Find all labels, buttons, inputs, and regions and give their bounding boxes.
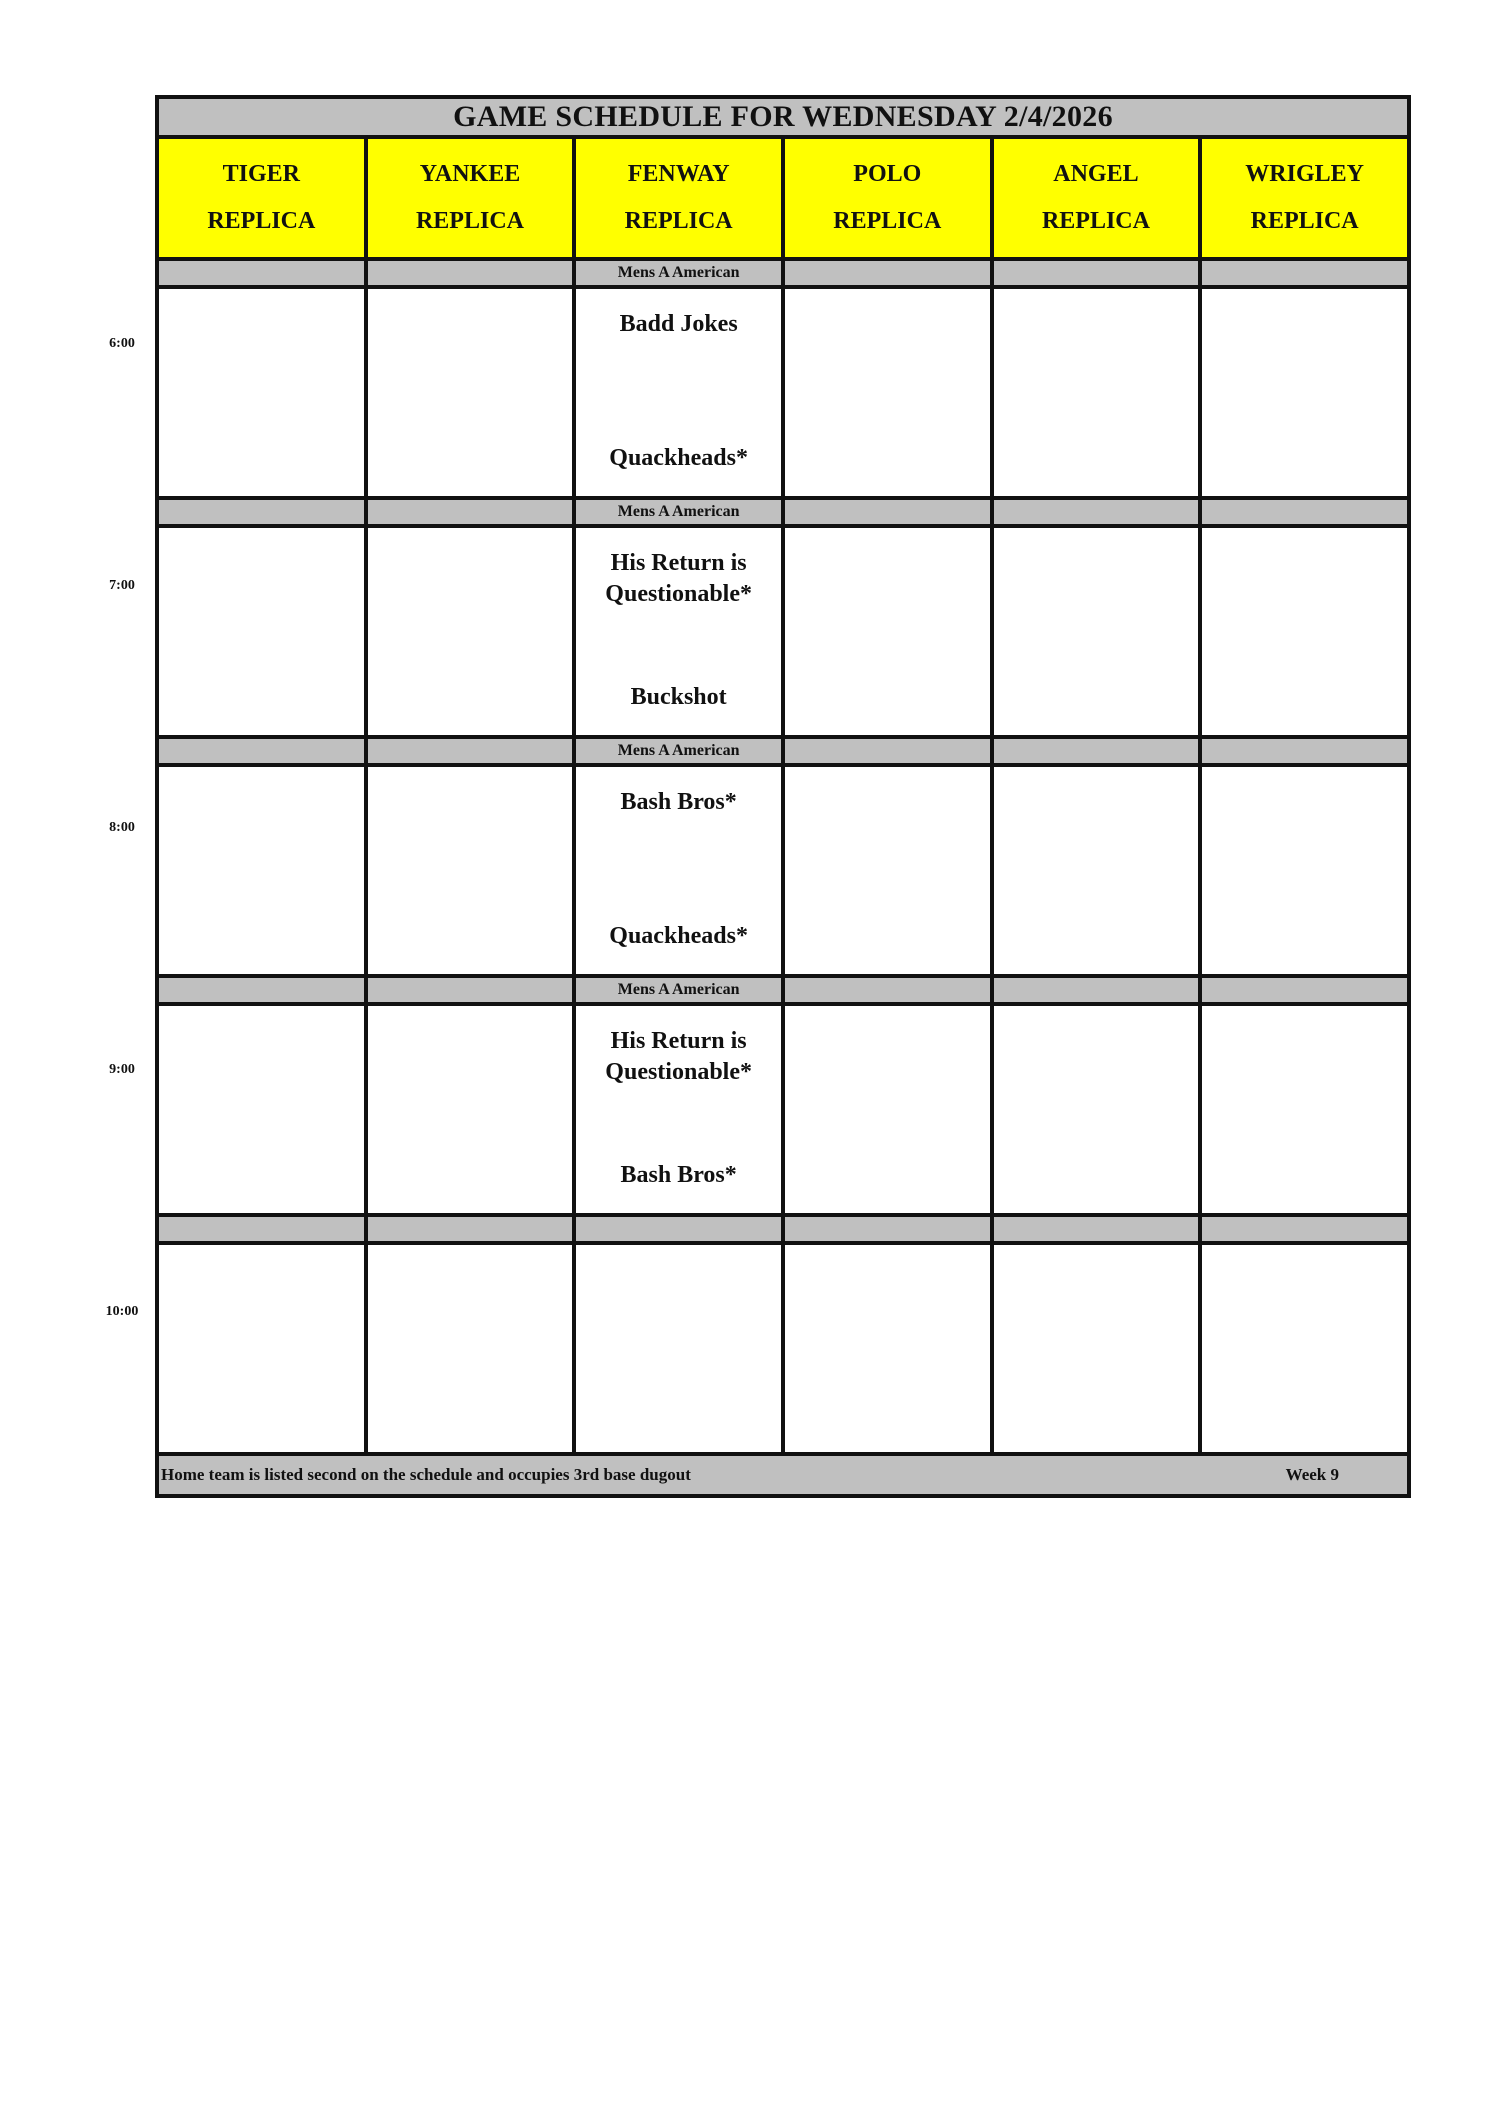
field-header-row: [157, 137, 1409, 259]
empty-slot: [992, 1243, 1201, 1454]
empty-slot: [783, 1004, 992, 1215]
game-cell: [574, 1004, 783, 1215]
division-label: Mens A American: [574, 737, 783, 765]
empty-slot: [992, 765, 1201, 976]
empty-slot: [366, 765, 575, 976]
game-row: [157, 1243, 1409, 1454]
empty-slot: [366, 1243, 575, 1454]
game-row: [157, 1004, 1409, 1215]
empty-slot: [157, 1243, 366, 1454]
division-label: Mens A American: [574, 259, 783, 287]
field-header-angel: ANGEL REPLICA: [992, 137, 1201, 259]
division-label: Mens A American: [574, 498, 783, 526]
empty-slot: [992, 1004, 1201, 1215]
home-team: Bash Bros*: [620, 1161, 737, 1188]
game-cell: [574, 765, 783, 976]
home-team: Quackheads*: [609, 922, 748, 949]
field-header-tiger: TIGER REPLICA: [157, 137, 366, 259]
division-row: [157, 737, 1409, 765]
division-label: Mens A American: [574, 976, 783, 1004]
game-cell: [574, 1243, 783, 1454]
division-row: [157, 259, 1409, 287]
empty-slot: [366, 1004, 575, 1215]
away-team: His Return is Questionable*: [605, 550, 752, 608]
game-cell: [574, 287, 783, 498]
away-team: His Return is Questionable*: [605, 1028, 752, 1086]
division-row: [157, 498, 1409, 526]
time-label: 6:00: [109, 336, 135, 351]
division-label: [574, 1215, 783, 1243]
field-header-polo: POLO REPLICA: [783, 137, 992, 259]
empty-slot: [992, 526, 1201, 737]
page-title: GAME SCHEDULE FOR WEDNESDAY 2/4/2026: [157, 97, 1409, 137]
schedule-table: [155, 95, 1411, 1498]
empty-slot: [1200, 526, 1409, 737]
empty-slot: [366, 287, 575, 498]
time-label: 10:00: [105, 1304, 139, 1319]
empty-slot: [157, 1004, 366, 1215]
field-header-fenway: FENWAY REPLICA: [574, 137, 783, 259]
empty-slot: [1200, 1004, 1409, 1215]
home-team: Quackheads*: [609, 444, 748, 471]
time-label: 9:00: [109, 1062, 135, 1077]
empty-slot: [783, 765, 992, 976]
away-team: Bash Bros*: [620, 789, 737, 815]
game-row: [157, 287, 1409, 498]
time-label: 7:00: [109, 578, 135, 593]
empty-slot: [783, 1243, 992, 1454]
empty-slot: [157, 765, 366, 976]
empty-slot: [992, 287, 1201, 498]
empty-slot: [1200, 765, 1409, 976]
empty-slot: [1200, 1243, 1409, 1454]
division-row: [157, 1215, 1409, 1243]
home-team: Buckshot: [630, 683, 727, 710]
footer-note: Home team is listed second on the schedule and occupies 3rd base dugout: [161, 1465, 691, 1484]
division-row: [157, 976, 1409, 1004]
game-cell: [574, 526, 783, 737]
empty-slot: [1200, 287, 1409, 498]
empty-slot: [783, 526, 992, 737]
time-label: 8:00: [109, 820, 135, 835]
field-header-wrigley: WRIGLEY REPLICA: [1200, 137, 1409, 259]
empty-slot: [157, 287, 366, 498]
empty-slot: [783, 287, 992, 498]
empty-slot: [366, 526, 575, 737]
field-header-yankee: YANKEE REPLICA: [366, 137, 575, 259]
week-label: Week 9: [1285, 1465, 1339, 1484]
away-team: Badd Jokes: [619, 311, 738, 337]
empty-slot: [157, 526, 366, 737]
game-row: [157, 765, 1409, 976]
game-row: [157, 526, 1409, 737]
footer: [157, 1454, 1409, 1496]
